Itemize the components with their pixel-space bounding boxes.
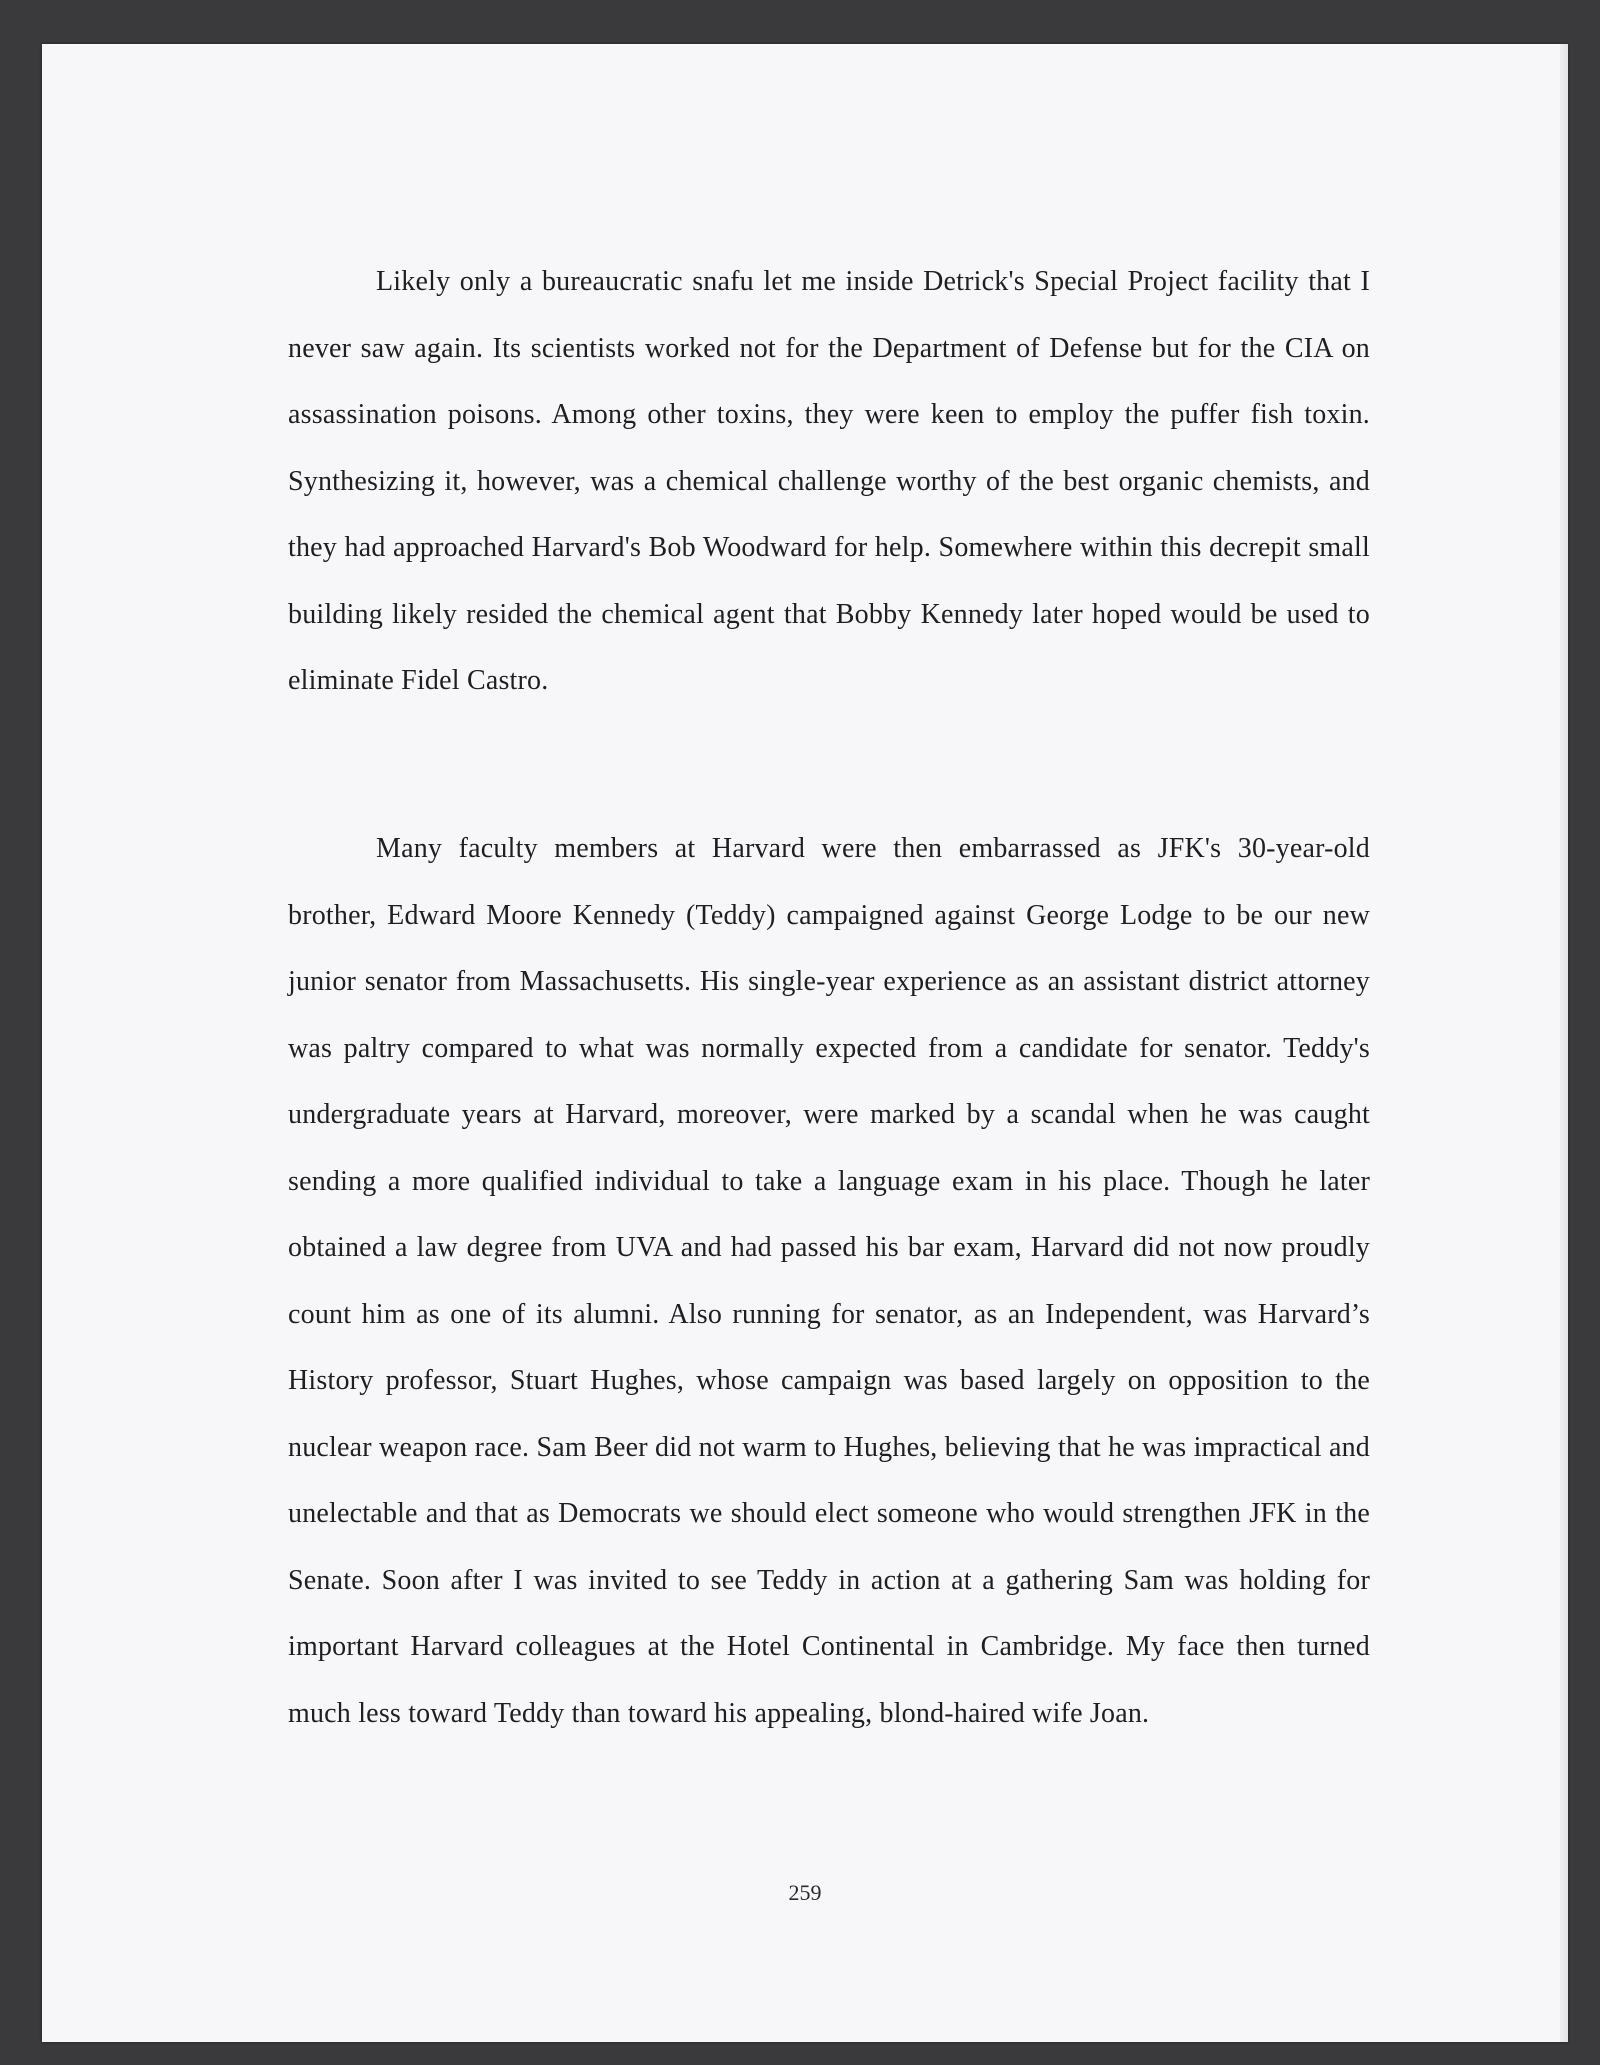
paragraph-1: Likely only a bureaucratic snafu let me inside Detrick's Special Project facility that I never saw again. Its scientists worked not for the Department of Defense but for the CIA on assassination poisons. Among other toxins, they were keen to employ the puffer fish toxin. Synthesizing it, however, was a chemical challenge worthy of the best organic chemists, and they had approached Harvard's Bob Woodward for help. Somewhere within this decrepit small building likely resided the chemical agent that Bobby Kennedy later hoped would be used to eliminate Fidel Castro. xyxy=(288,266,1370,696)
page-number: 259 xyxy=(788,1880,822,1905)
paragraph-1-block xyxy=(288,249,1370,715)
paragraph-2: Many faculty members at Harvard were then embarrassed as JFK's 30-year-old brother, Edward Moore Kennedy (Teddy) campaigned against George Lodge to be our new junior senator from Massachusetts. His single-year experience as an assistant district attorney was paltry compared to what was normally expected from a candidate for senator. Teddy's undergraduate years at Harvard, moreover, were marked by a scandal when he was caught sending a more qualified individual to take a language exam in his place. Though he later obtained a law degree from UVA and had passed his bar exam, Harvard did not now proudly count him as one of its alumni. Also running for senator, as an Independent, was Harvard’s History professor, Stuart Hughes, whose campaign was based largely on opposition to the nuclear weapon race. Sam Beer did not warm to Hughes, believing that he was impractical and unelectable and that as Democrats we should elect someone who would strengthen JFK in the Senate. Soon after I was invited to see Teddy in action at a gathering Sam was holding for important Harvard colleagues at the Hotel Continental in Cambridge. My face then turned much less toward Teddy than toward his appealing, blond-haired wife Joan. xyxy=(288,833,1370,1729)
document-page xyxy=(42,44,1568,2042)
page-edge xyxy=(1560,44,1568,2042)
paragraph-2-block xyxy=(288,816,1370,1747)
